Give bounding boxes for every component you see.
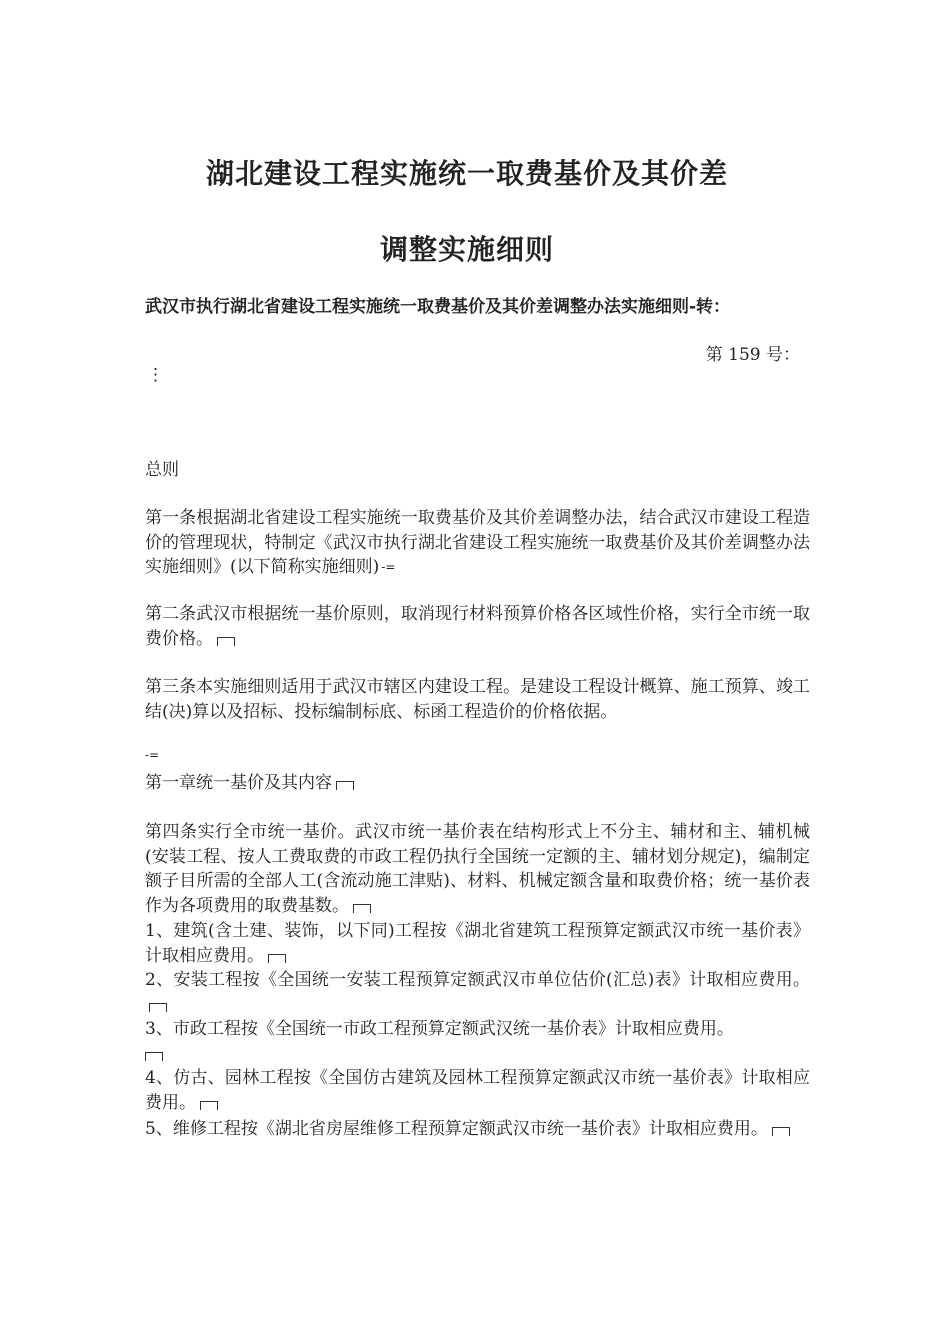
separator-mark: -= xyxy=(145,748,160,762)
article-1-mark: -= xyxy=(381,560,396,574)
paragraph-mark-icon xyxy=(268,954,286,963)
article-4 xyxy=(145,820,810,918)
list-item-3 xyxy=(145,1017,810,1066)
list-item-4 xyxy=(145,1066,810,1115)
paragraph-mark-icon xyxy=(145,1052,163,1061)
article-1-text: 第一条根据湖北省建设工程实施统一取费基价及其价差调整办法，结合武汉市建设工程造价的管理现状，特制定《武汉市执行湖北省建设工程实施统一取费基价及其价差调整办法实施细则》(以下简称实施细则) xyxy=(145,508,810,577)
list-item-2-text: 2、安装工程按《全国统一安装工程预算定额武汉市单位估价(汇总)表》计取相应费用。 xyxy=(145,970,810,990)
paragraph-mark-icon xyxy=(353,904,371,913)
list-item-5 xyxy=(145,1117,810,1142)
list-item-2 xyxy=(145,968,810,1017)
article-4-text: 第四条实行全市统一基价。武汉市统一基价表在结构形式上不分主、辅材和主、辅机械(安装工程、按人工费取费的市政工程仍执行全国统一定额的主、辅材划分规定)，编制定额子目所需的全部人工(含流动施工津贴)、材料、机械定额含量和取费价格；统一基价表作为各项费用的取费基数。 xyxy=(145,822,810,916)
paragraph-mark-icon xyxy=(200,1101,218,1110)
list-item-5-text: 5、维修工程按《湖北省房屋维修工程预算定额武汉市统一基价表》计取相应费用。 xyxy=(145,1119,768,1139)
vertical-mark: ⋮ xyxy=(147,365,164,385)
paragraph-mark-icon xyxy=(149,1003,167,1012)
list-item-1 xyxy=(145,919,810,968)
document-number: 第 159 号： xyxy=(705,345,800,365)
list-item-4-text: 4、仿古、园林工程按《全国仿古建筑及园林工程预算定额武汉市统一基价表》计取相应费用。 xyxy=(145,1068,810,1113)
article-2 xyxy=(145,602,810,651)
list-item-1-text: 1、建筑(含土建、装饰，以下同)工程按《湖北省建筑工程预算定额武汉市统一基价表》计取相应费用。 xyxy=(145,921,810,966)
list-item-3-text: 3、市政工程按《全国统一市政工程预算定额武汉统一基价表》计取相应费用。 xyxy=(145,1019,734,1039)
article-3: 第三条本实施细则适用于武汉市辖区内建设工程。是建设工程设计概算、施工预算、竣工结(决)算以及招标、投标编制标底、标函工程造价的价格依据。 xyxy=(145,677,810,722)
article-2-text: 第二条武汉市根据统一基价原则，取消现行材料预算价格各区域性价格，实行全市统一取费价格。 xyxy=(145,604,810,649)
document-subtitle: 武汉市执行湖北省建设工程实施统一取费基价及其价差调整办法实施细则-转： xyxy=(145,297,731,317)
article-1 xyxy=(145,506,810,580)
paragraph-mark-icon xyxy=(217,637,235,646)
paragraph-mark-icon xyxy=(772,1127,790,1136)
document-title-line2: 调整实施细则 xyxy=(379,233,554,266)
chapter-1-heading xyxy=(145,771,810,796)
paragraph-mark-icon xyxy=(336,781,354,790)
document-title-line1: 湖北建设工程实施统一取费基价及其价差 xyxy=(205,157,728,190)
chapter-1-text: 第一章统一基价及其内容 xyxy=(145,773,332,793)
section-general-heading: 总则 xyxy=(145,460,179,480)
